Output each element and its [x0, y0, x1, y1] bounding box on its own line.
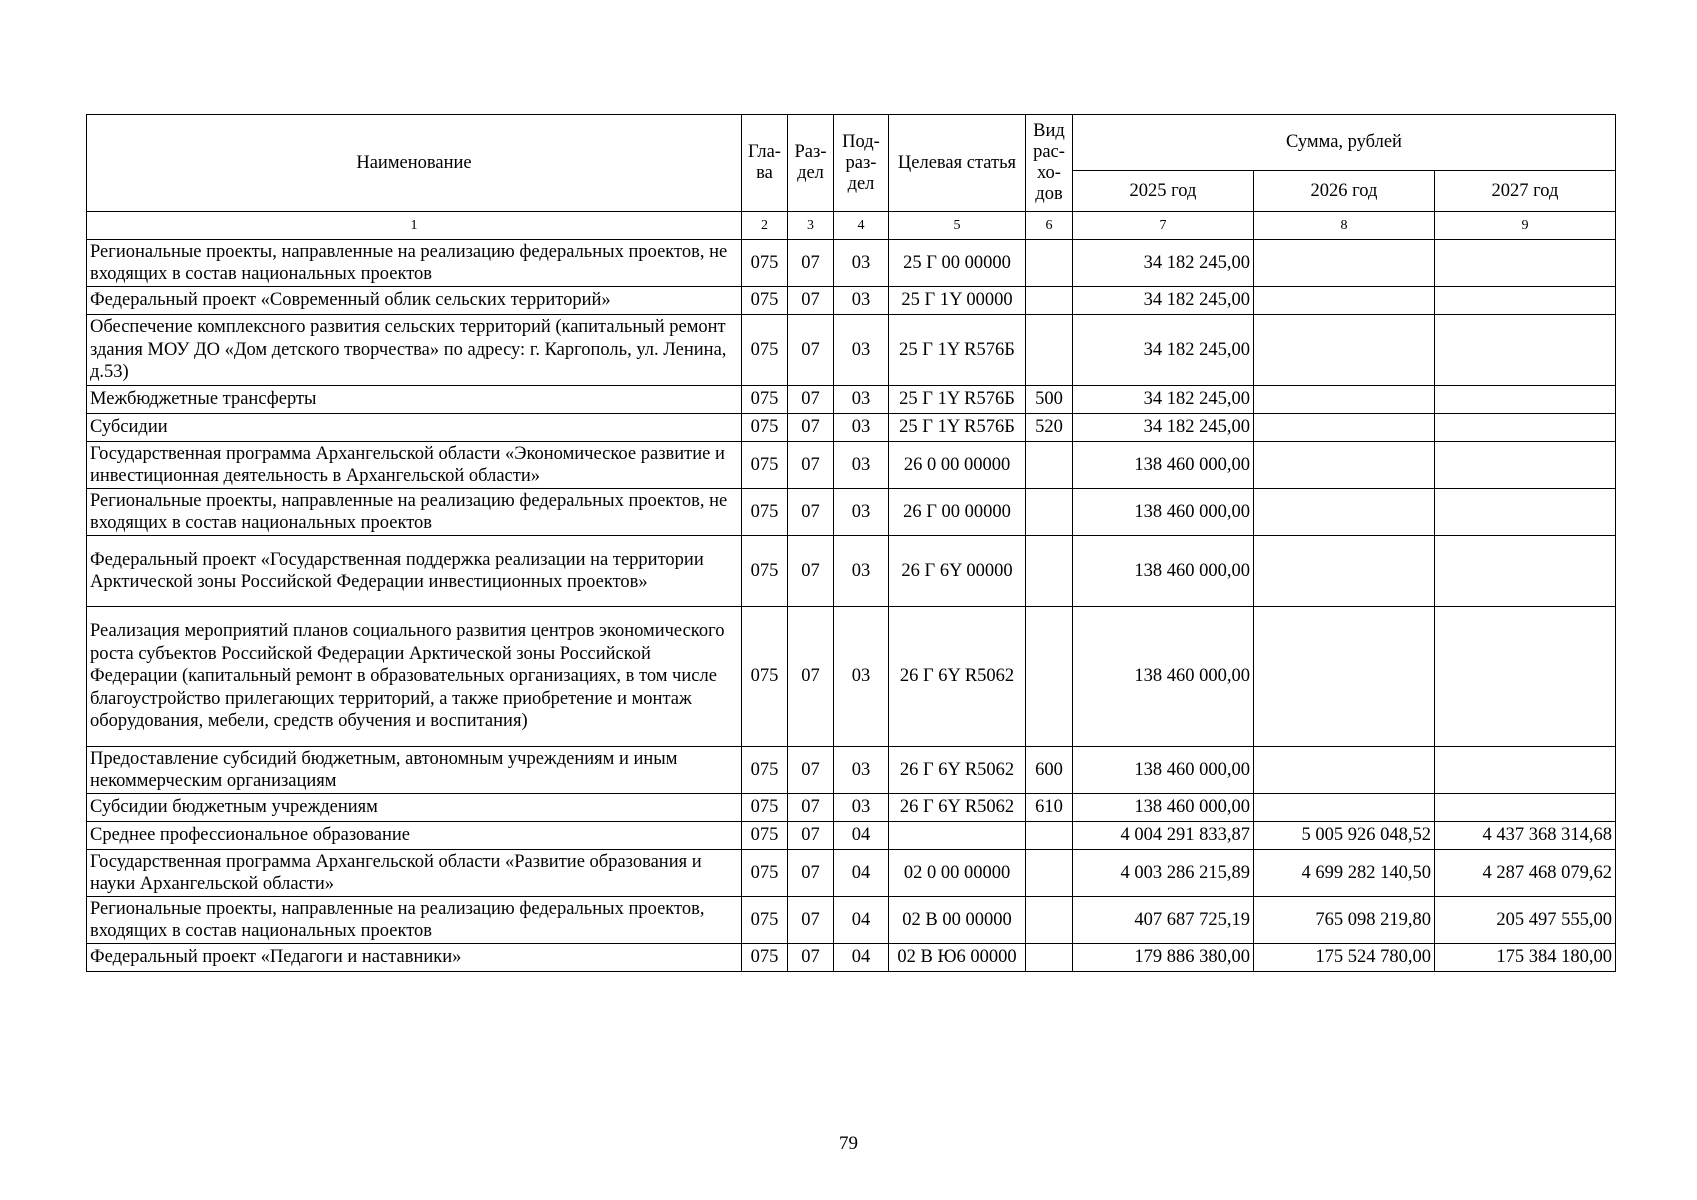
table-row — [87, 240, 1616, 287]
table-row — [87, 386, 1616, 414]
row-sum-2026 — [1254, 794, 1435, 822]
row-podrazdel: 03 — [834, 386, 889, 414]
row-sum-2027 — [1435, 794, 1616, 822]
row-sum-2027 — [1435, 386, 1616, 414]
header-year-2026: 2026 год — [1254, 171, 1435, 212]
row-sum-2025: 407 687 725,19 — [1073, 897, 1254, 944]
row-razdel: 07 — [788, 607, 834, 747]
row-sum-2026: 4 699 282 140,50 — [1254, 850, 1435, 897]
row-razdel: 07 — [788, 442, 834, 489]
row-sum-2026 — [1254, 747, 1435, 794]
row-podrazdel: 04 — [834, 944, 889, 972]
column-number: 4 — [834, 212, 889, 240]
row-sum-2025: 138 460 000,00 — [1073, 747, 1254, 794]
row-target-article: 26 0 00 00000 — [889, 442, 1026, 489]
row-expense-type — [1026, 489, 1073, 536]
row-sum-2026 — [1254, 386, 1435, 414]
row-glava: 075 — [742, 240, 788, 287]
header-name: Наименование — [87, 115, 742, 212]
row-expense-type: 520 — [1026, 414, 1073, 442]
row-expense-type — [1026, 897, 1073, 944]
row-name: Федеральный проект «Педагоги и наставники» — [87, 944, 742, 972]
row-razdel: 07 — [788, 489, 834, 536]
row-sum-2025: 34 182 245,00 — [1073, 287, 1254, 315]
row-sum-2025: 179 886 380,00 — [1073, 944, 1254, 972]
column-number: 9 — [1435, 212, 1616, 240]
row-sum-2025: 4 004 291 833,87 — [1073, 822, 1254, 850]
row-name: Федеральный проект «Государственная поддержка реализации на территории Арктической зоны Российской Федерации инвестиционных проектов» — [87, 536, 742, 607]
column-number: 2 — [742, 212, 788, 240]
header-expense-type: Вид рас-хо-дов — [1026, 115, 1073, 212]
row-podrazdel: 03 — [834, 442, 889, 489]
row-target-article: 02 В 00 00000 — [889, 897, 1026, 944]
row-target-article: 02 0 00 00000 — [889, 850, 1026, 897]
row-expense-type — [1026, 315, 1073, 386]
row-expense-type — [1026, 822, 1073, 850]
row-name: Предоставление субсидий бюджетным, автономным учреждениям и иным некоммерческим организациям — [87, 747, 742, 794]
row-sum-2027 — [1435, 536, 1616, 607]
row-podrazdel: 04 — [834, 850, 889, 897]
row-glava: 075 — [742, 794, 788, 822]
row-razdel: 07 — [788, 536, 834, 607]
row-podrazdel: 03 — [834, 607, 889, 747]
table-row — [87, 850, 1616, 897]
row-razdel: 07 — [788, 386, 834, 414]
row-sum-2027 — [1435, 607, 1616, 747]
table-row — [87, 747, 1616, 794]
row-sum-2027 — [1435, 414, 1616, 442]
row-podrazdel: 03 — [834, 287, 889, 315]
row-sum-2026 — [1254, 607, 1435, 747]
row-glava: 075 — [742, 850, 788, 897]
row-target-article: 25 Г 1Y R576Б — [889, 414, 1026, 442]
row-expense-type — [1026, 850, 1073, 897]
header-glava: Гла-ва — [742, 115, 788, 212]
row-expense-type — [1026, 536, 1073, 607]
row-sum-2027: 205 497 555,00 — [1435, 897, 1616, 944]
row-podrazdel: 03 — [834, 489, 889, 536]
row-name: Государственная программа Архангельской области «Развитие образования и науки Архангельской области» — [87, 850, 742, 897]
row-sum-2025: 138 460 000,00 — [1073, 607, 1254, 747]
row-sum-2026: 765 098 219,80 — [1254, 897, 1435, 944]
row-expense-type: 600 — [1026, 747, 1073, 794]
row-sum-2027 — [1435, 489, 1616, 536]
row-podrazdel: 03 — [834, 240, 889, 287]
column-number: 6 — [1026, 212, 1073, 240]
row-razdel: 07 — [788, 747, 834, 794]
row-podrazdel: 03 — [834, 414, 889, 442]
row-sum-2026 — [1254, 442, 1435, 489]
row-sum-2026: 5 005 926 048,52 — [1254, 822, 1435, 850]
row-glava: 075 — [742, 747, 788, 794]
row-expense-type — [1026, 607, 1073, 747]
row-glava: 075 — [742, 489, 788, 536]
header-target-article: Целевая статья — [889, 115, 1026, 212]
row-sum-2027 — [1435, 442, 1616, 489]
row-target-article: 25 Г 1Y R576Б — [889, 386, 1026, 414]
row-target-article: 26 Г 00 00000 — [889, 489, 1026, 536]
row-expense-type — [1026, 944, 1073, 972]
row-podrazdel: 03 — [834, 536, 889, 607]
table-row — [87, 414, 1616, 442]
row-target-article: 26 Г 6Y R5062 — [889, 747, 1026, 794]
table-row — [87, 794, 1616, 822]
row-target-article: 02 В Ю6 00000 — [889, 944, 1026, 972]
row-name: Обеспечение комплексного развития сельских территорий (капитальный ремонт здания МОУ ДО «Дом детского творчества» по адресу: г. Каргополь, ул. Ленина, д.53) — [87, 315, 742, 386]
row-glava: 075 — [742, 287, 788, 315]
row-razdel: 07 — [788, 944, 834, 972]
table-row — [87, 315, 1616, 386]
row-sum-2027 — [1435, 287, 1616, 315]
row-podrazdel: 04 — [834, 897, 889, 944]
column-number: 3 — [788, 212, 834, 240]
table-row — [87, 897, 1616, 944]
row-podrazdel: 03 — [834, 315, 889, 386]
row-expense-type — [1026, 240, 1073, 287]
row-target-article — [889, 822, 1026, 850]
row-podrazdel: 04 — [834, 822, 889, 850]
row-target-article: 26 Г 6Y 00000 — [889, 536, 1026, 607]
row-name: Региональные проекты, направленные на реализацию федеральных проектов, не входящих в состав национальных проектов — [87, 240, 742, 287]
row-sum-2027 — [1435, 240, 1616, 287]
row-expense-type — [1026, 442, 1073, 489]
row-target-article: 26 Г 6Y R5062 — [889, 794, 1026, 822]
row-razdel: 07 — [788, 897, 834, 944]
column-number: 1 — [87, 212, 742, 240]
row-podrazdel: 03 — [834, 794, 889, 822]
header-sum: Сумма, рублей — [1073, 115, 1616, 171]
table-row — [87, 536, 1616, 607]
row-sum-2025: 34 182 245,00 — [1073, 414, 1254, 442]
row-sum-2027: 4 437 368 314,68 — [1435, 822, 1616, 850]
page-number: 79 — [839, 1133, 858, 1154]
row-name: Федеральный проект «Современный облик сельских территорий» — [87, 287, 742, 315]
row-sum-2025: 138 460 000,00 — [1073, 442, 1254, 489]
row-name: Межбюджетные трансферты — [87, 386, 742, 414]
row-razdel: 07 — [788, 240, 834, 287]
column-number: 5 — [889, 212, 1026, 240]
row-glava: 075 — [742, 536, 788, 607]
row-name: Региональные проекты, направленные на реализацию федеральных проектов, не входящих в состав национальных проектов — [87, 489, 742, 536]
budget-table — [86, 114, 1616, 972]
row-sum-2025: 34 182 245,00 — [1073, 240, 1254, 287]
table-row — [87, 822, 1616, 850]
row-name: Реализация мероприятий планов социального развития центров экономического роста субъектов Российской Федерации Арктической зоны Российской Федерации (капитальный ремонт в образовательных организациях, в том числе благоустройство прилегающих территорий, а также приобретение и монтаж оборудования, мебели, средств обучения и воспитания) — [87, 607, 742, 747]
column-number: 7 — [1073, 212, 1254, 240]
row-target-article: 25 Г 00 00000 — [889, 240, 1026, 287]
row-sum-2027 — [1435, 315, 1616, 386]
row-podrazdel: 03 — [834, 747, 889, 794]
row-sum-2027: 4 287 468 079,62 — [1435, 850, 1616, 897]
row-razdel: 07 — [788, 414, 834, 442]
table-row — [87, 489, 1616, 536]
row-name: Государственная программа Архангельской области «Экономическое развитие и инвестиционная деятельность в Архангельской области» — [87, 442, 742, 489]
row-razdel: 07 — [788, 794, 834, 822]
row-expense-type: 500 — [1026, 386, 1073, 414]
row-sum-2025: 138 460 000,00 — [1073, 536, 1254, 607]
row-sum-2025: 4 003 286 215,89 — [1073, 850, 1254, 897]
header-year-2027: 2027 год — [1435, 171, 1616, 212]
row-sum-2026 — [1254, 536, 1435, 607]
row-sum-2027 — [1435, 747, 1616, 794]
row-glava: 075 — [742, 607, 788, 747]
row-glava: 075 — [742, 386, 788, 414]
row-razdel: 07 — [788, 315, 834, 386]
header-year-2025: 2025 год — [1073, 171, 1254, 212]
row-sum-2025: 138 460 000,00 — [1073, 489, 1254, 536]
row-name: Среднее профессиональное образование — [87, 822, 742, 850]
row-sum-2026 — [1254, 414, 1435, 442]
row-glava: 075 — [742, 897, 788, 944]
table-row — [87, 607, 1616, 747]
row-sum-2025: 138 460 000,00 — [1073, 794, 1254, 822]
row-sum-2026 — [1254, 315, 1435, 386]
column-number-row — [87, 212, 1616, 240]
table-row — [87, 442, 1616, 489]
row-sum-2026 — [1254, 489, 1435, 536]
row-glava: 075 — [742, 822, 788, 850]
row-sum-2026: 175 524 780,00 — [1254, 944, 1435, 972]
row-target-article: 25 Г 1Y 00000 — [889, 287, 1026, 315]
column-number: 8 — [1254, 212, 1435, 240]
row-sum-2026 — [1254, 287, 1435, 315]
table-row — [87, 944, 1616, 972]
row-target-article: 25 Г 1Y R576Б — [889, 315, 1026, 386]
row-name: Региональные проекты, направленные на реализацию федеральных проектов, входящих в состав национальных проектов — [87, 897, 742, 944]
row-target-article: 26 Г 6Y R5062 — [889, 607, 1026, 747]
row-razdel: 07 — [788, 850, 834, 897]
table-row — [87, 287, 1616, 315]
row-expense-type — [1026, 287, 1073, 315]
row-name: Субсидии — [87, 414, 742, 442]
row-sum-2025: 34 182 245,00 — [1073, 315, 1254, 386]
row-name: Субсидии бюджетным учреждениям — [87, 794, 742, 822]
header-razdel: Раз-дел — [788, 115, 834, 212]
row-expense-type: 610 — [1026, 794, 1073, 822]
row-sum-2025: 34 182 245,00 — [1073, 386, 1254, 414]
row-razdel: 07 — [788, 287, 834, 315]
row-razdel: 07 — [788, 822, 834, 850]
row-glava: 075 — [742, 442, 788, 489]
header-podrazdel: Под-раз-дел — [834, 115, 889, 212]
row-glava: 075 — [742, 414, 788, 442]
row-sum-2026 — [1254, 240, 1435, 287]
row-glava: 075 — [742, 944, 788, 972]
row-glava: 075 — [742, 315, 788, 386]
row-sum-2027: 175 384 180,00 — [1435, 944, 1616, 972]
